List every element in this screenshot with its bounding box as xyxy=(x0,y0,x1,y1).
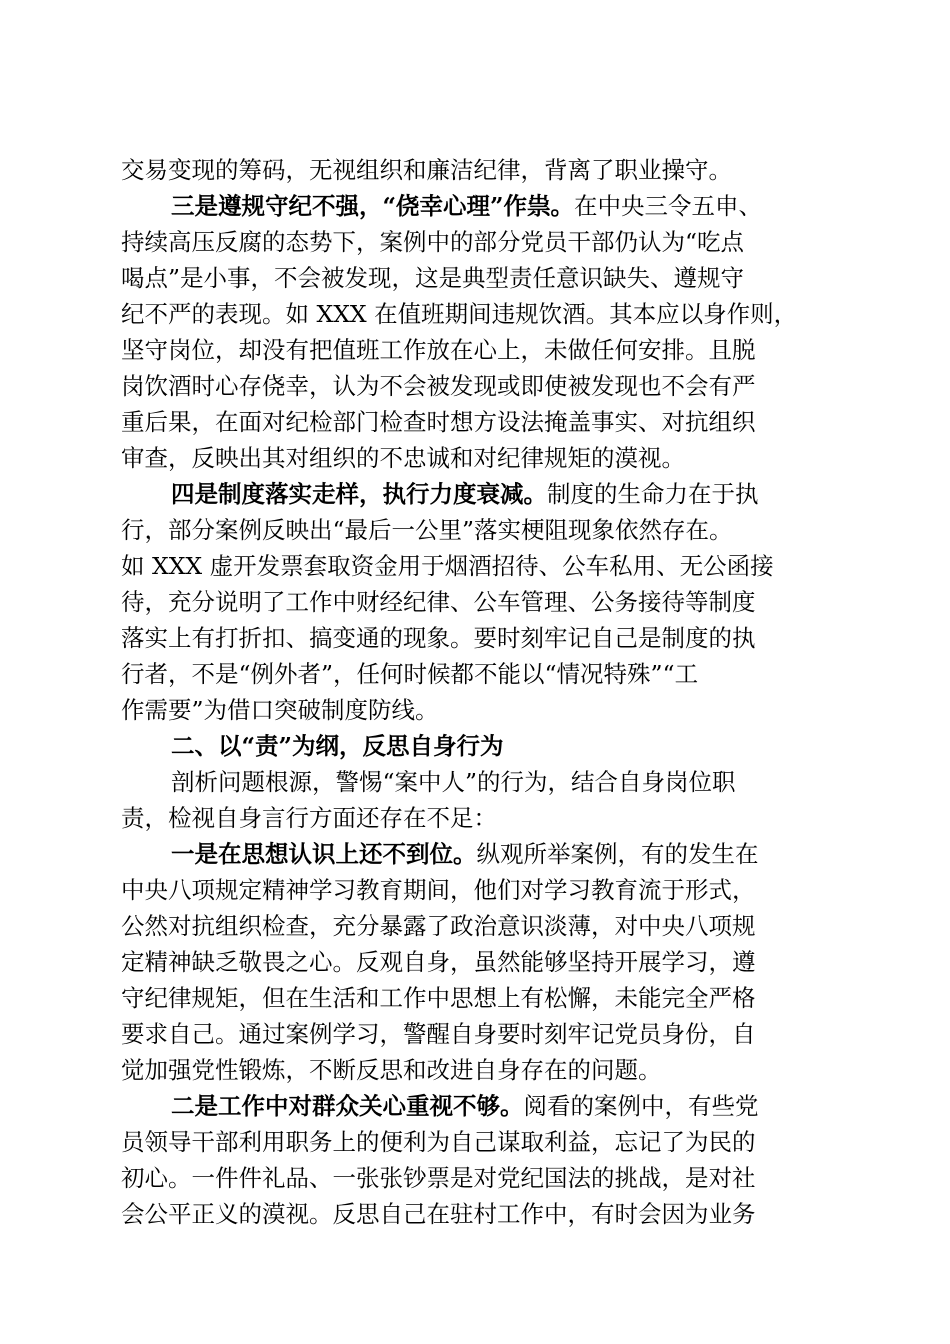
section-heading: 二、以“责”为纲，反思自身行为 xyxy=(171,732,504,760)
text-line: 会公平正义的漠视。反思自己在驻村工作中，有时会因为业务 xyxy=(121,1200,756,1228)
text-line: 初心。一件件礼品、一张张钞票是对党纪国法的挑战，是对社 xyxy=(121,1164,756,1192)
text-line: 持续高压反腐的态势下，案例中的部分党员干部仍认为“吃点 xyxy=(121,228,745,256)
line-text: 制度的生命力在于执 xyxy=(547,480,759,508)
text-line xyxy=(171,188,831,224)
bold-lead: 一是在思想认识上还不到位。 xyxy=(171,840,477,868)
text-line: 作需要”为借口突破制度防线。 xyxy=(121,696,439,724)
text-line: 如 XXX 虚开发票套取资金用于烟酒招待、公车私用、无公函接 xyxy=(121,552,774,580)
text-line: 审查，反映出其对组织的不忠诚和对纪律规矩的漠视。 xyxy=(121,444,685,472)
text-line: 坚守岗位，却没有把值班工作放在心上，未做任何安排。且脱 xyxy=(121,336,756,364)
text-line: 剖析问题根源，警惕“案中人”的行为，结合自身岗位职 xyxy=(171,768,736,796)
text-line: 公然对抗组织检查，充分暴露了政治意识淡薄，对中央八项规 xyxy=(121,912,756,940)
text-line: 纪不严的表现。如 XXX 在值班期间违规饮酒。其本应以身作则， xyxy=(121,300,798,328)
line-text: 阅看的案例中，有些党 xyxy=(523,1092,759,1120)
text-line: 责，检视自身言行方面还存在不足： xyxy=(121,804,497,832)
text-line: 落实上有打折扣、搞变通的现象。要时刻牢记自己是制度的执 xyxy=(121,624,756,652)
text-line xyxy=(171,836,831,872)
bold-lead: 三是遵规守纪不强，“侥幸心理”作祟。 xyxy=(171,192,575,220)
text-line: 觉加强党性锻炼，不断反思和改进自身存在的问题。 xyxy=(121,1056,662,1084)
text-line: 岗饮酒时心存侥幸，认为不会被发现或即使被发现也不会有严 xyxy=(121,372,756,400)
bold-lead: 四是制度落实走样，执行力度衰减。 xyxy=(171,480,547,508)
bold-lead: 二是工作中对群众关心重视不够。 xyxy=(171,1092,524,1120)
text-line: 员领导干部利用职务上的便利为自己谋取利益，忘记了为民的 xyxy=(121,1128,756,1156)
text-line xyxy=(171,476,831,512)
text-line: 定精神缺乏敬畏之心。反观自身，虽然能够坚持开展学习，遵 xyxy=(121,948,756,976)
text-line: 行，部分案例反映出“最后一公里”落实梗阻现象依然存在。 xyxy=(121,516,733,544)
text-line: 喝点”是小事，不会被发现，这是典型责任意识缺失、遵规守 xyxy=(121,264,745,292)
text-line: 待，充分说明了工作中财经纪律、公车管理、公务接待等制度 xyxy=(121,588,756,616)
text-line: 中央八项规定精神学习教育期间，他们对学习教育流于形式， xyxy=(121,876,756,904)
text-line xyxy=(171,1088,831,1124)
text-line: 重后果，在面对纪检部门检查时想方设法掩盖事实、对抗组织 xyxy=(121,408,756,436)
line-text: 纵观所举案例，有的发生在 xyxy=(476,840,759,868)
text-line: 行者，不是“例外者”，任何时候都不能以“情况特殊”“工 xyxy=(121,660,699,688)
text-line: 交易变现的筹码，无视组织和廉洁纪律，背离了职业操守。 xyxy=(121,156,732,184)
line-text: 在中央三令五申、 xyxy=(574,192,763,220)
text-line: 守纪律规矩，但在生活和工作中思想上有松懈，未能完全严格 xyxy=(121,984,756,1012)
text-line: 要求自己。通过案例学习，警醒自身要时刻牢记党员身份，自 xyxy=(121,1020,756,1048)
